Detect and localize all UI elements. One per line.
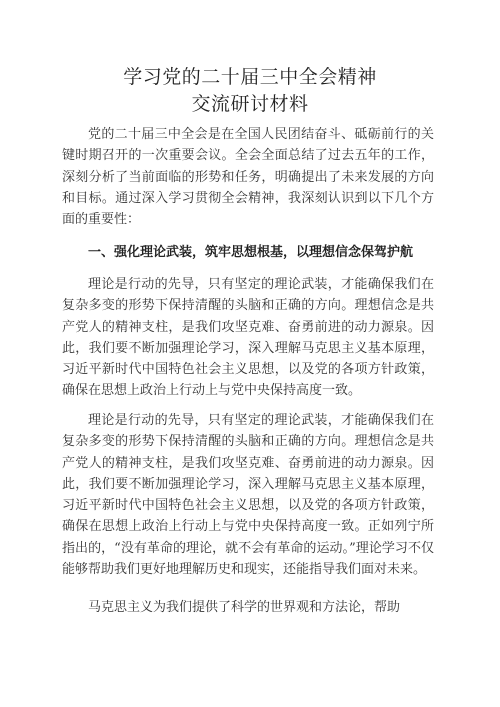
body-paragraph-1: 理论是行动的先导，只有坚定的理论武装，才能确保我们在复杂多变的形势下保持清醒的头脑和正确的方向。理想信念是共产党人的精神支柱，是我们攻坚克难、奋勇前进的动力源泉。因此，我们要不断加强理论学习，深入理解马克思主义基本原理，习近平新时代中国特色社会主义思想，以及党的各项方针政策，确保在思想上政治上行动上与党中央保持高度一致。 (62, 277, 434, 399)
body-paragraph-3: 马克思主义为我们提供了科学的世界观和方法论，帮助 (88, 600, 401, 615)
document-title-line-2: 交流研讨材料 (191, 93, 309, 115)
section-heading-1: 一、强化理论武装，筑牢思想根基，以理想信念保驾护航 (88, 245, 414, 260)
intro-paragraph: 党的二十届三中全会是在全国人民团结奋斗、砥砺前行的关键时期召开的一次重要会议。全会全面总结了过去五年的工作，深刻分析了当前面临的形势和任务，明确提出了未来发展的方向和目标。通过深入学习贯彻全会精神，我深刻认识到以下几个方面的重要性： (62, 127, 434, 228)
body-paragraph-2: 理论是行动的先导，只有坚定的理论武装，才能确保我们在复杂多变的形势下保持清醒的头脑和正确的方向。理想信念是共产党人的精神支柱，是我们攻坚克难、奋勇前进的动力源泉。因此，我们要不断加强理论学习，深入理解马克思主义基本原理，习近平新时代中国特色社会主义思想，以及党的各项方针政策，确保在思想上政治上行动上与党中央保持高度一致。正如列宁所指出的，“没有革命的理论，就不会有革命的运动。”理论学习不仅能够帮助我们更好地理解历史和现实，还能指导我们面对未来。 (62, 413, 434, 578)
document-title-line-1: 学习党的二十届三中全会精神 (123, 66, 377, 88)
